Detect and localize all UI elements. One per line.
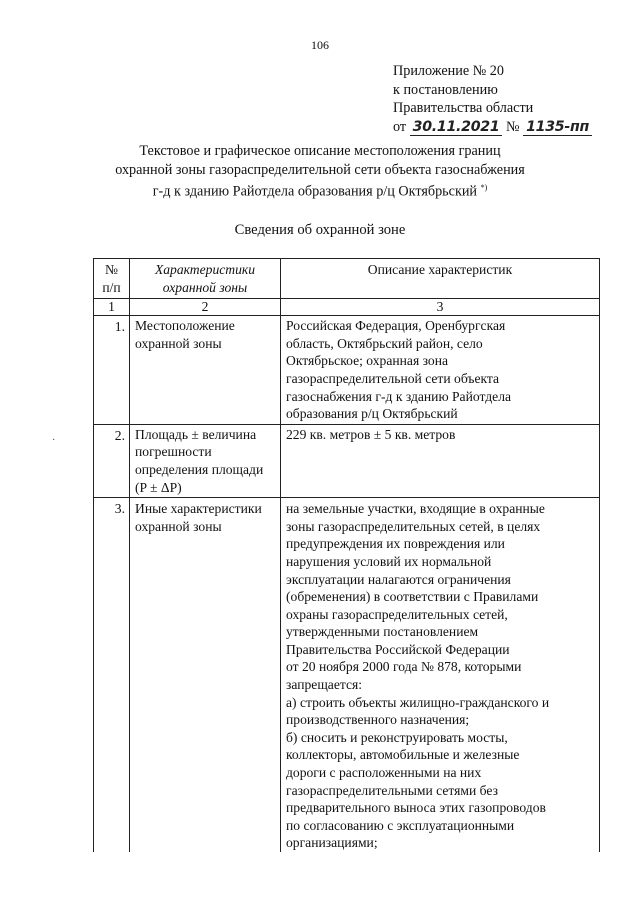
header-number-line: п/п xyxy=(102,279,121,295)
handwritten-number: 1135-пп xyxy=(523,119,592,136)
characteristic-line: охранной зоны xyxy=(135,518,222,534)
description-line: организациями; xyxy=(286,835,378,851)
description-line: образования р/ц Октябрьский xyxy=(286,406,458,422)
header-cell-number xyxy=(94,259,130,299)
header-number-line: № xyxy=(105,262,118,277)
description-line: газораспределительными сетями без xyxy=(286,782,498,798)
row-description xyxy=(281,316,600,425)
description-line: а) строить объекты жилищно-гражданского и xyxy=(286,694,550,710)
table-row xyxy=(94,498,600,852)
description-line: запрещается: xyxy=(286,677,363,693)
protection-zone-table xyxy=(93,258,600,852)
column-number-row xyxy=(94,299,600,316)
header-characteristics-line: охранной зоны xyxy=(162,279,248,295)
title-line-3-text: г-д к зданию Райотдела образования р/ц Октябрьский xyxy=(152,183,478,200)
description-line: утвержденными постановлением xyxy=(286,624,479,640)
description-line: коллекторы, автомобильные и железные xyxy=(286,747,520,763)
appendix-line-2: к постановлению xyxy=(393,81,498,98)
appendix-line-1: Приложение № 20 xyxy=(393,63,504,79)
table-header-row xyxy=(94,259,600,299)
description-line: газоснабжения г-д к зданию Райотдела xyxy=(286,388,512,404)
column-number: 2 xyxy=(130,299,281,316)
description-line: область, Октябрьский район, село xyxy=(286,335,483,351)
characteristic-line: Иные характеристики xyxy=(135,501,262,517)
description-line: на земельные участки, входящие в охранные xyxy=(286,501,545,517)
column-number: 3 xyxy=(281,299,600,316)
row-number: 2. xyxy=(94,424,130,497)
page-number: 106 xyxy=(311,38,329,52)
header-cell-characteristics xyxy=(130,259,281,299)
appendix-line-3: Правительства области xyxy=(393,100,534,116)
title-line-3 xyxy=(90,179,550,201)
row-number: 1. xyxy=(94,316,130,425)
description-line: газораспределительной сети объекта xyxy=(286,370,500,386)
handwritten-date: 30.11.2021 xyxy=(410,119,503,136)
characteristic-line: определения площади xyxy=(135,461,264,477)
description-line: (обременения) в соответствии с Правилами xyxy=(286,589,539,605)
section-subtitle: Сведения об охранной зоне xyxy=(234,222,406,238)
number-sign: № xyxy=(505,118,520,135)
characteristic-line: охранной зоны xyxy=(135,335,222,351)
row-characteristic xyxy=(130,498,281,852)
description-line: производственного назначения; xyxy=(286,712,470,728)
characteristic-line: Местоположение xyxy=(135,318,235,334)
row-description xyxy=(281,424,600,497)
description-line: предварительного выноса этих газопроводов xyxy=(286,800,546,816)
row-characteristic xyxy=(130,424,281,497)
description-line: от 20 ноября 2000 года № 878, которыми xyxy=(286,659,522,675)
title-line-1: Текстовое и графическое описание местоположения границ xyxy=(139,143,501,159)
characteristic-line: Площадь ± величина xyxy=(135,426,257,442)
description-line: охраны газораспределительных сетей, xyxy=(286,606,508,622)
row-description xyxy=(281,498,600,852)
row-number: 3. xyxy=(94,498,130,852)
margin-mark: · xyxy=(52,435,56,446)
column-number: 1 xyxy=(94,299,130,316)
description-line: Российская Федерация, Оренбургская xyxy=(286,318,506,334)
description-line: предупреждения их повреждения или xyxy=(286,536,505,552)
characteristic-line: (P ± ΔP) xyxy=(135,479,182,495)
description-line: зоны газораспределительных сетей, в целях xyxy=(286,518,541,534)
description-line: Правительства Российской Федерации xyxy=(286,641,510,657)
footnote-mark: *) xyxy=(480,183,488,192)
description-line: 229 кв. метров ± 5 кв. метров xyxy=(286,426,456,442)
appendix-block xyxy=(393,62,592,136)
date-prefix: от xyxy=(393,118,407,135)
description-line: по согласованию с эксплуатационными xyxy=(286,817,515,833)
title-line-2: охранной зоны газораспределительной сети объекта газоснабжения xyxy=(115,161,525,178)
description-line: б) сносить и реконструировать мосты, xyxy=(286,729,508,745)
description-line: эксплуатации налагаются ограничения xyxy=(286,571,511,587)
characteristic-line: погрешности xyxy=(135,444,212,460)
document-title xyxy=(90,142,550,201)
row-characteristic xyxy=(130,316,281,425)
description-line: дороги с расположенными на них xyxy=(286,765,482,781)
table-row xyxy=(94,316,600,425)
table-row xyxy=(94,424,600,497)
description-line: нарушения условий их нормальной xyxy=(286,553,492,569)
description-line: Октябрьское; охранная зона xyxy=(286,353,449,369)
appendix-date-line xyxy=(393,118,592,137)
header-characteristics-line: Характеристики xyxy=(154,262,256,277)
header-cell-description: Описание характеристик xyxy=(281,259,600,299)
